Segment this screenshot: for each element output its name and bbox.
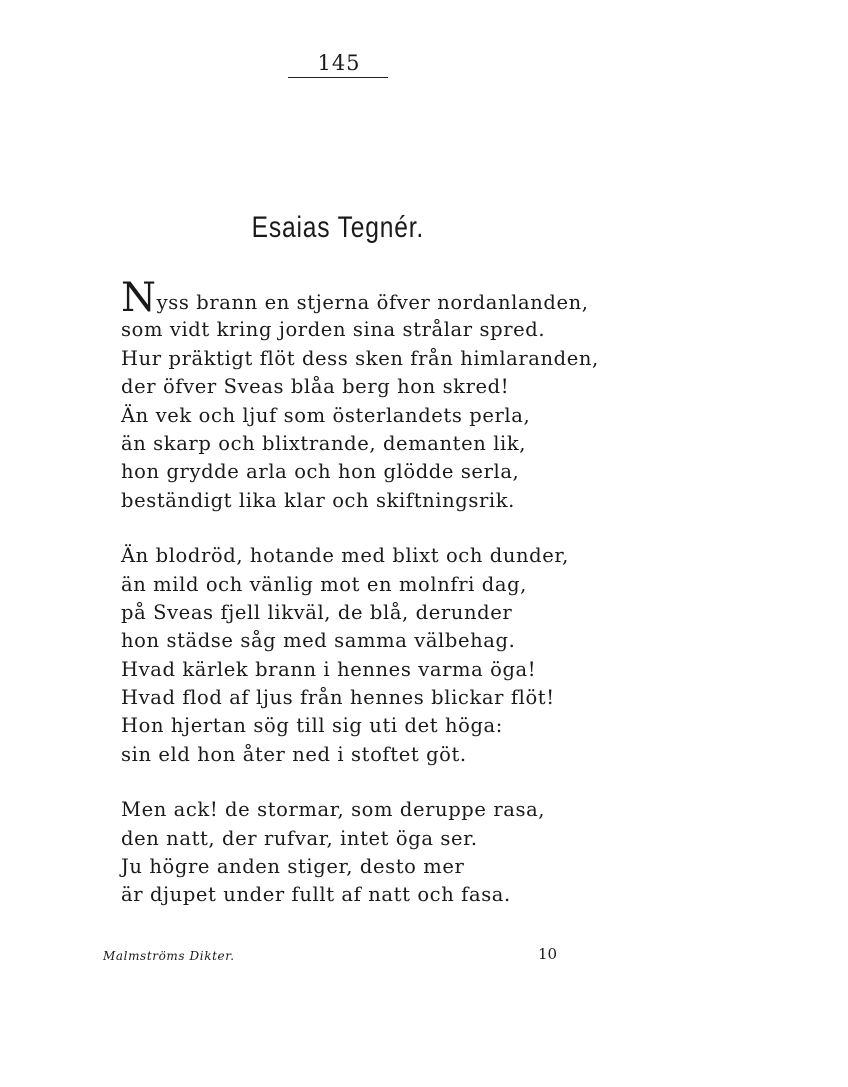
- poem-line: som vidt kring jorden sina strålar spred.: [121, 318, 546, 342]
- poem-line: Hur präktigt flöt dess sken från himlaranden,: [121, 346, 599, 370]
- poem-line: den natt, der rufvar, intet öga ser.: [121, 826, 478, 850]
- poem-line-text: yss brann en stjerna öfver nordanlanden,: [156, 291, 589, 314]
- page-number: 145: [317, 51, 361, 75]
- poem-line: hon grydde arla och hon glödde serla,: [121, 460, 520, 484]
- drop-cap: N: [121, 275, 157, 321]
- poem-line: beständigt lika klar och skiftningsrik.: [121, 488, 515, 512]
- poem-line: Hvad kärlek brann i hennes varma öga!: [121, 657, 537, 681]
- poem-line: är djupet under fullt af natt och fasa.: [121, 883, 511, 907]
- poem-line: [121, 275, 681, 321]
- footer-signature: Malmströms Dikter.: [103, 949, 235, 963]
- poem-line: än skarp och blixtrande, demanten lik,: [121, 431, 527, 455]
- stanza-1: [121, 275, 681, 515]
- page-number-rule: [288, 77, 388, 78]
- poem-line: Hvad flod af ljus från hennes blickar flöt!: [121, 686, 555, 710]
- footer-sheet-number: 10: [538, 945, 558, 963]
- poem-line: på Sveas fjell likväl, de blå, derunder: [121, 600, 513, 624]
- stanza-2: [121, 542, 681, 769]
- poem-line: Men ack! de stormar, som deruppe rasa,: [121, 798, 546, 822]
- poem-body: [121, 275, 681, 937]
- poem-line: Än vek och ljuf som österlandets perla,: [121, 403, 531, 427]
- poem-line: der öfver Sveas blåa berg hon skred!: [121, 375, 510, 399]
- poem-line: Hon hjertan sög till sig uti det höga:: [121, 714, 503, 738]
- poem-line: Än blodröd, hotande med blixt och dunder,: [121, 544, 569, 568]
- poem-line: än mild och vänlig mot en molnfri dag,: [121, 572, 527, 596]
- poem-line: hon städse såg med samma välbehag.: [121, 629, 516, 653]
- stanza-3: [121, 796, 681, 910]
- poem-line: sin eld hon åter ned i stoftet göt.: [121, 742, 467, 766]
- poem-line: Ju högre anden stiger, desto mer: [121, 855, 465, 879]
- poem-title: Esaias Tegnér.: [251, 211, 425, 244]
